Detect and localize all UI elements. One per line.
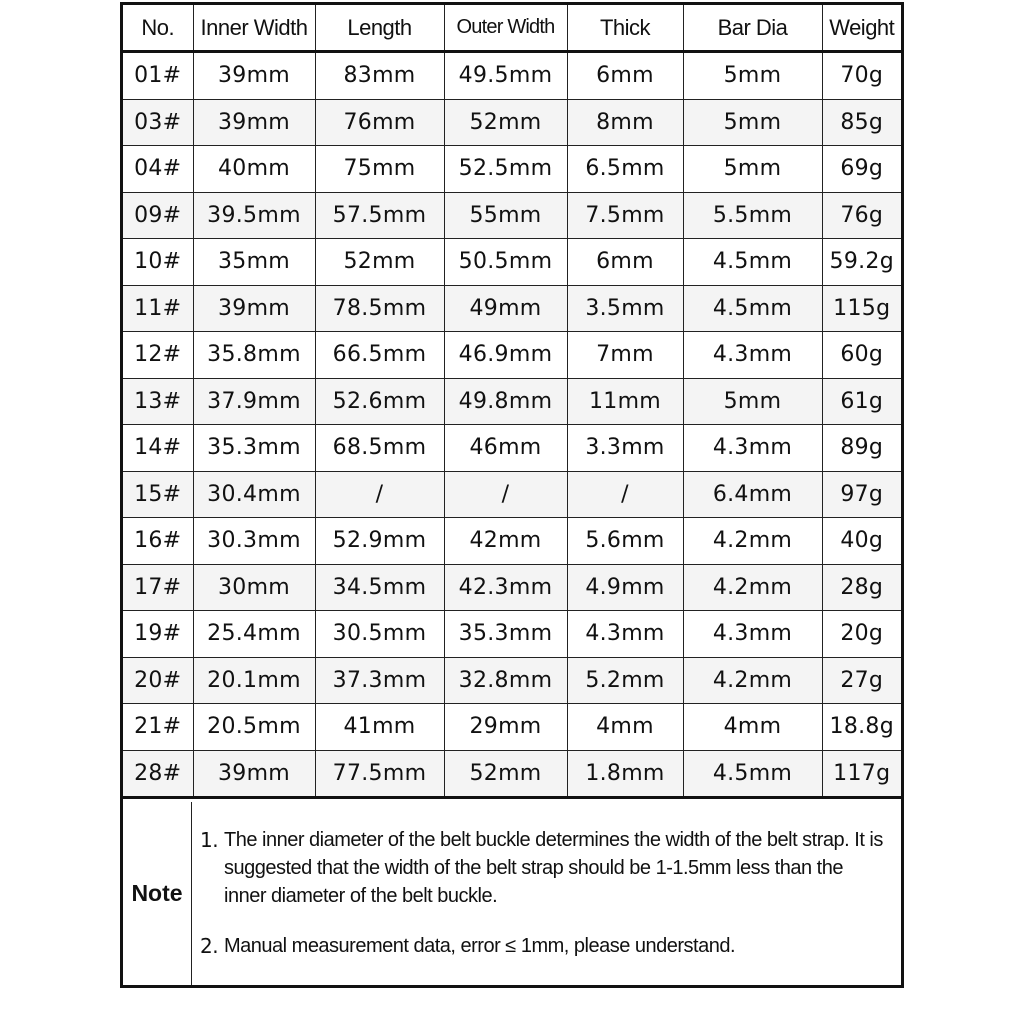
table-row xyxy=(123,239,901,286)
cell-inner-width: 37.9mm xyxy=(193,378,315,425)
cell-inner-width: 30.4mm xyxy=(193,471,315,518)
table-row xyxy=(123,332,901,379)
cell-bar-dia: 4.3mm xyxy=(683,611,822,658)
cell-inner-width: 39mm xyxy=(193,750,315,798)
cell-no: 10# xyxy=(123,239,193,286)
cell-inner-width: 35mm xyxy=(193,239,315,286)
cell-outer-width: 52mm xyxy=(444,750,567,798)
cell-thick: 3.5mm xyxy=(567,285,683,332)
cell-outer-width: 49mm xyxy=(444,285,567,332)
cell-thick: 4mm xyxy=(567,704,683,751)
cell-thick: 6mm xyxy=(567,52,683,100)
cell-weight: 60g xyxy=(822,332,901,379)
cell-outer-width: 42mm xyxy=(444,518,567,565)
cell-no: 28# xyxy=(123,750,193,798)
cell-weight: 28g xyxy=(822,564,901,611)
cell-outer-width: 52mm xyxy=(444,99,567,146)
cell-length: 75mm xyxy=(315,146,444,193)
cell-weight: 117g xyxy=(822,750,901,798)
cell-outer-width: / xyxy=(444,471,567,518)
cell-inner-width: 35.3mm xyxy=(193,425,315,472)
cell-bar-dia: 4.5mm xyxy=(683,750,822,798)
header-bar-dia: Bar Dia xyxy=(683,5,822,52)
cell-no: 21# xyxy=(123,704,193,751)
cell-weight: 59.2g xyxy=(822,239,901,286)
table-row xyxy=(123,471,901,518)
cell-thick: 4.3mm xyxy=(567,611,683,658)
note-section xyxy=(123,802,901,985)
cell-thick: 7mm xyxy=(567,332,683,379)
table-body xyxy=(123,52,901,798)
table-row xyxy=(123,657,901,704)
size-chart xyxy=(120,2,904,988)
cell-length: 30.5mm xyxy=(315,611,444,658)
cell-no: 01# xyxy=(123,52,193,100)
cell-bar-dia: 4.2mm xyxy=(683,518,822,565)
table-row xyxy=(123,52,901,100)
header-row xyxy=(123,5,901,52)
cell-no: 09# xyxy=(123,192,193,239)
cell-length: 68.5mm xyxy=(315,425,444,472)
cell-inner-width: 40mm xyxy=(193,146,315,193)
cell-weight: 76g xyxy=(822,192,901,239)
cell-outer-width: 49.8mm xyxy=(444,378,567,425)
cell-outer-width: 29mm xyxy=(444,704,567,751)
cell-bar-dia: 5.5mm xyxy=(683,192,822,239)
header-outer-width: Outer Width xyxy=(444,5,567,52)
cell-bar-dia: 5mm xyxy=(683,146,822,193)
cell-no: 13# xyxy=(123,378,193,425)
table-row xyxy=(123,285,901,332)
cell-length: 52.6mm xyxy=(315,378,444,425)
cell-bar-dia: 5mm xyxy=(683,99,822,146)
table-row xyxy=(123,146,901,193)
header-length: Length xyxy=(315,5,444,52)
header-inner-width: Inner Width xyxy=(193,5,315,52)
cell-weight: 85g xyxy=(822,99,901,146)
cell-no: 15# xyxy=(123,471,193,518)
cell-thick: 7.5mm xyxy=(567,192,683,239)
cell-weight: 27g xyxy=(822,657,901,704)
cell-bar-dia: 4.5mm xyxy=(683,239,822,286)
cell-thick: 6.5mm xyxy=(567,146,683,193)
cell-outer-width: 35.3mm xyxy=(444,611,567,658)
cell-outer-width: 52.5mm xyxy=(444,146,567,193)
cell-no: 03# xyxy=(123,99,193,146)
cell-weight: 70g xyxy=(822,52,901,100)
cell-thick: 4.9mm xyxy=(567,564,683,611)
cell-inner-width: 20.5mm xyxy=(193,704,315,751)
cell-weight: 20g xyxy=(822,611,901,658)
cell-length: 76mm xyxy=(315,99,444,146)
table-row xyxy=(123,704,901,751)
cell-weight: 40g xyxy=(822,518,901,565)
cell-thick: 5.2mm xyxy=(567,657,683,704)
cell-no: 04# xyxy=(123,146,193,193)
cell-thick: 5.6mm xyxy=(567,518,683,565)
note-item-2 xyxy=(200,932,885,960)
cell-thick: / xyxy=(567,471,683,518)
cell-weight: 61g xyxy=(822,378,901,425)
cell-no: 17# xyxy=(123,564,193,611)
cell-no: 12# xyxy=(123,332,193,379)
cell-inner-width: 25.4mm xyxy=(193,611,315,658)
note-number: 2. xyxy=(200,934,219,958)
table-row xyxy=(123,564,901,611)
cell-outer-width: 46.9mm xyxy=(444,332,567,379)
cell-thick: 6mm xyxy=(567,239,683,286)
cell-outer-width: 46mm xyxy=(444,425,567,472)
cell-inner-width: 39mm xyxy=(193,285,315,332)
cell-bar-dia: 4.2mm xyxy=(683,564,822,611)
cell-weight: 18.8g xyxy=(822,704,901,751)
cell-bar-dia: 4.5mm xyxy=(683,285,822,332)
cell-weight: 115g xyxy=(822,285,901,332)
cell-bar-dia: 4.3mm xyxy=(683,332,822,379)
cell-weight: 97g xyxy=(822,471,901,518)
cell-thick: 3.3mm xyxy=(567,425,683,472)
note-item-1 xyxy=(200,826,885,910)
cell-inner-width: 39mm xyxy=(193,99,315,146)
cell-no: 14# xyxy=(123,425,193,472)
cell-length: / xyxy=(315,471,444,518)
table-row xyxy=(123,192,901,239)
cell-thick: 8mm xyxy=(567,99,683,146)
cell-inner-width: 39.5mm xyxy=(193,192,315,239)
cell-thick: 11mm xyxy=(567,378,683,425)
cell-length: 37.3mm xyxy=(315,657,444,704)
cell-inner-width: 30.3mm xyxy=(193,518,315,565)
cell-weight: 69g xyxy=(822,146,901,193)
cell-outer-width: 42.3mm xyxy=(444,564,567,611)
spec-table xyxy=(123,5,901,799)
note-text: Manual measurement data, error ≤ 1mm, please understand. xyxy=(224,935,736,957)
cell-bar-dia: 4.2mm xyxy=(683,657,822,704)
cell-outer-width: 32.8mm xyxy=(444,657,567,704)
cell-length: 78.5mm xyxy=(315,285,444,332)
cell-bar-dia: 4mm xyxy=(683,704,822,751)
table-row xyxy=(123,611,901,658)
cell-length: 52mm xyxy=(315,239,444,286)
header-no: No. xyxy=(123,5,193,52)
cell-weight: 89g xyxy=(822,425,901,472)
cell-inner-width: 30mm xyxy=(193,564,315,611)
cell-length: 52.9mm xyxy=(315,518,444,565)
cell-bar-dia: 4.3mm xyxy=(683,425,822,472)
table-row xyxy=(123,378,901,425)
cell-outer-width: 49.5mm xyxy=(444,52,567,100)
cell-length: 66.5mm xyxy=(315,332,444,379)
cell-length: 83mm xyxy=(315,52,444,100)
table-row xyxy=(123,750,901,798)
cell-bar-dia: 5mm xyxy=(683,52,822,100)
cell-inner-width: 20.1mm xyxy=(193,657,315,704)
cell-bar-dia: 6.4mm xyxy=(683,471,822,518)
cell-no: 11# xyxy=(123,285,193,332)
table-row xyxy=(123,425,901,472)
cell-bar-dia: 5mm xyxy=(683,378,822,425)
cell-inner-width: 39mm xyxy=(193,52,315,100)
note-body xyxy=(192,802,901,985)
cell-length: 34.5mm xyxy=(315,564,444,611)
header-thick: Thick xyxy=(567,5,683,52)
cell-length: 57.5mm xyxy=(315,192,444,239)
table-row xyxy=(123,99,901,146)
note-number: 1. xyxy=(200,828,219,852)
cell-length: 41mm xyxy=(315,704,444,751)
cell-outer-width: 50.5mm xyxy=(444,239,567,286)
cell-length: 77.5mm xyxy=(315,750,444,798)
note-label: Note xyxy=(123,802,192,985)
cell-no: 19# xyxy=(123,611,193,658)
header-weight: Weight xyxy=(822,5,901,52)
cell-inner-width: 35.8mm xyxy=(193,332,315,379)
table-row xyxy=(123,518,901,565)
note-text: The inner diameter of the belt buckle determines the width of the belt strap. It is suggested that the width of the belt strap should be 1-1.5mm less than the inner diameter of the belt buckle. xyxy=(224,829,883,907)
cell-thick: 1.8mm xyxy=(567,750,683,798)
cell-outer-width: 55mm xyxy=(444,192,567,239)
cell-no: 16# xyxy=(123,518,193,565)
cell-no: 20# xyxy=(123,657,193,704)
